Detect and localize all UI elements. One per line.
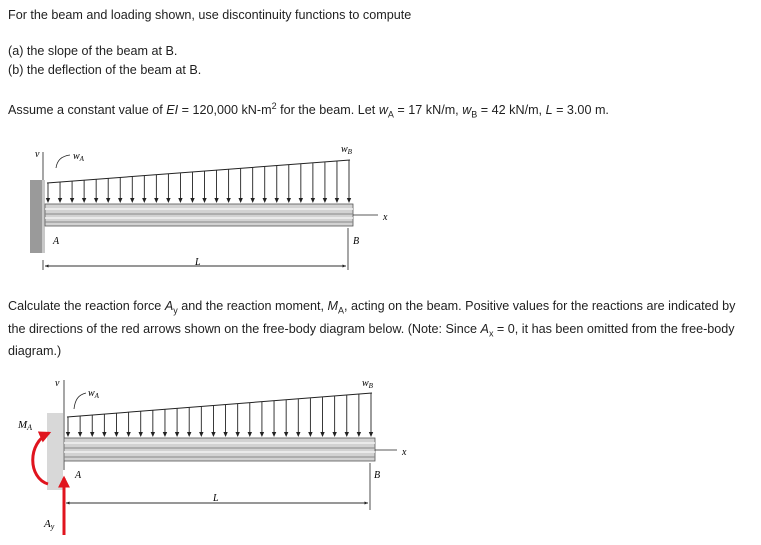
load-arrow-head xyxy=(284,432,288,437)
load-arrow-head xyxy=(272,432,276,437)
fbd-point-a-label: A xyxy=(75,470,82,481)
v-axis-label: v xyxy=(35,149,40,160)
ay-label: Ay xyxy=(44,518,55,531)
load-arrow-head xyxy=(139,432,143,437)
load-arrow-head xyxy=(78,432,82,437)
part-b: (b) the deflection of the beam at B. xyxy=(8,63,202,77)
point-b-label: B xyxy=(353,236,360,247)
load-arrow-head xyxy=(187,432,191,437)
load-arrow-head xyxy=(332,432,336,437)
load-arrow-head xyxy=(175,432,179,437)
load-arrow-head xyxy=(260,432,264,437)
fbd-support-band xyxy=(47,413,63,490)
point-a-label: A xyxy=(53,236,60,247)
load-arrow-head xyxy=(211,432,215,437)
load-arrow-head xyxy=(357,432,361,437)
load-arrow-head xyxy=(151,432,155,437)
given-values: Assume a constant value of EI = 120,000 $kN-m^2$ for the beam. Let $w_A = 17$ kN/m, $w_B = 42$ kN/m, L = 3.00 m. xyxy=(8,101,609,120)
load-arrow-head xyxy=(163,432,167,437)
wa-label: $w_A$ xyxy=(73,151,84,163)
load-arrow-head xyxy=(296,432,300,437)
load-arrow-head xyxy=(345,432,349,437)
load-arrow-head xyxy=(223,432,227,437)
load-arrow-head xyxy=(90,432,94,437)
fbd-wa-label: $w_A$ xyxy=(88,388,99,400)
ma-label: MA xyxy=(18,419,33,432)
part-a: (a) the slope of the beam at B. xyxy=(8,44,178,58)
fbd-x-axis-label: x xyxy=(402,447,407,458)
load-arrow-head xyxy=(320,432,324,437)
load-arrow-head xyxy=(199,432,203,437)
wb-label: $w_B$ xyxy=(341,144,352,156)
length-label: L xyxy=(195,257,201,268)
fbd-length-label: L xyxy=(213,493,219,504)
load-arrow-head xyxy=(102,432,106,437)
x-axis-label: x xyxy=(383,212,388,223)
problem-intro: For the beam and loading shown, use discontinuity functions to compute xyxy=(8,8,412,22)
load-arrow-head xyxy=(369,432,373,437)
load-arrow-head xyxy=(308,432,312,437)
fbd-point-b-label: B xyxy=(374,470,381,481)
fbd-distributed-load-arrows xyxy=(66,394,373,438)
load-arrow-head xyxy=(235,432,239,437)
load-arrow-head xyxy=(126,432,130,437)
load-arrow-head xyxy=(114,432,118,437)
load-arrow-head xyxy=(248,432,252,437)
fbd-wb-label: $w_B$ xyxy=(362,378,373,390)
fbd-beam xyxy=(64,438,375,461)
reaction-moment-arrow xyxy=(33,433,49,484)
load-arrow-head xyxy=(66,432,70,437)
fbd-v-axis-label: v xyxy=(55,378,60,389)
reaction-question: Calculate the reaction force $A_y$ and the reaction moment, $M_A$, acting on the beam. Positive values for the reactions are indicated by the directions of the red arrows shown on the free-body diagram below. (Note: Since $A_x = 0$, it has been omitted from the free-body diagram.) xyxy=(8,299,736,359)
